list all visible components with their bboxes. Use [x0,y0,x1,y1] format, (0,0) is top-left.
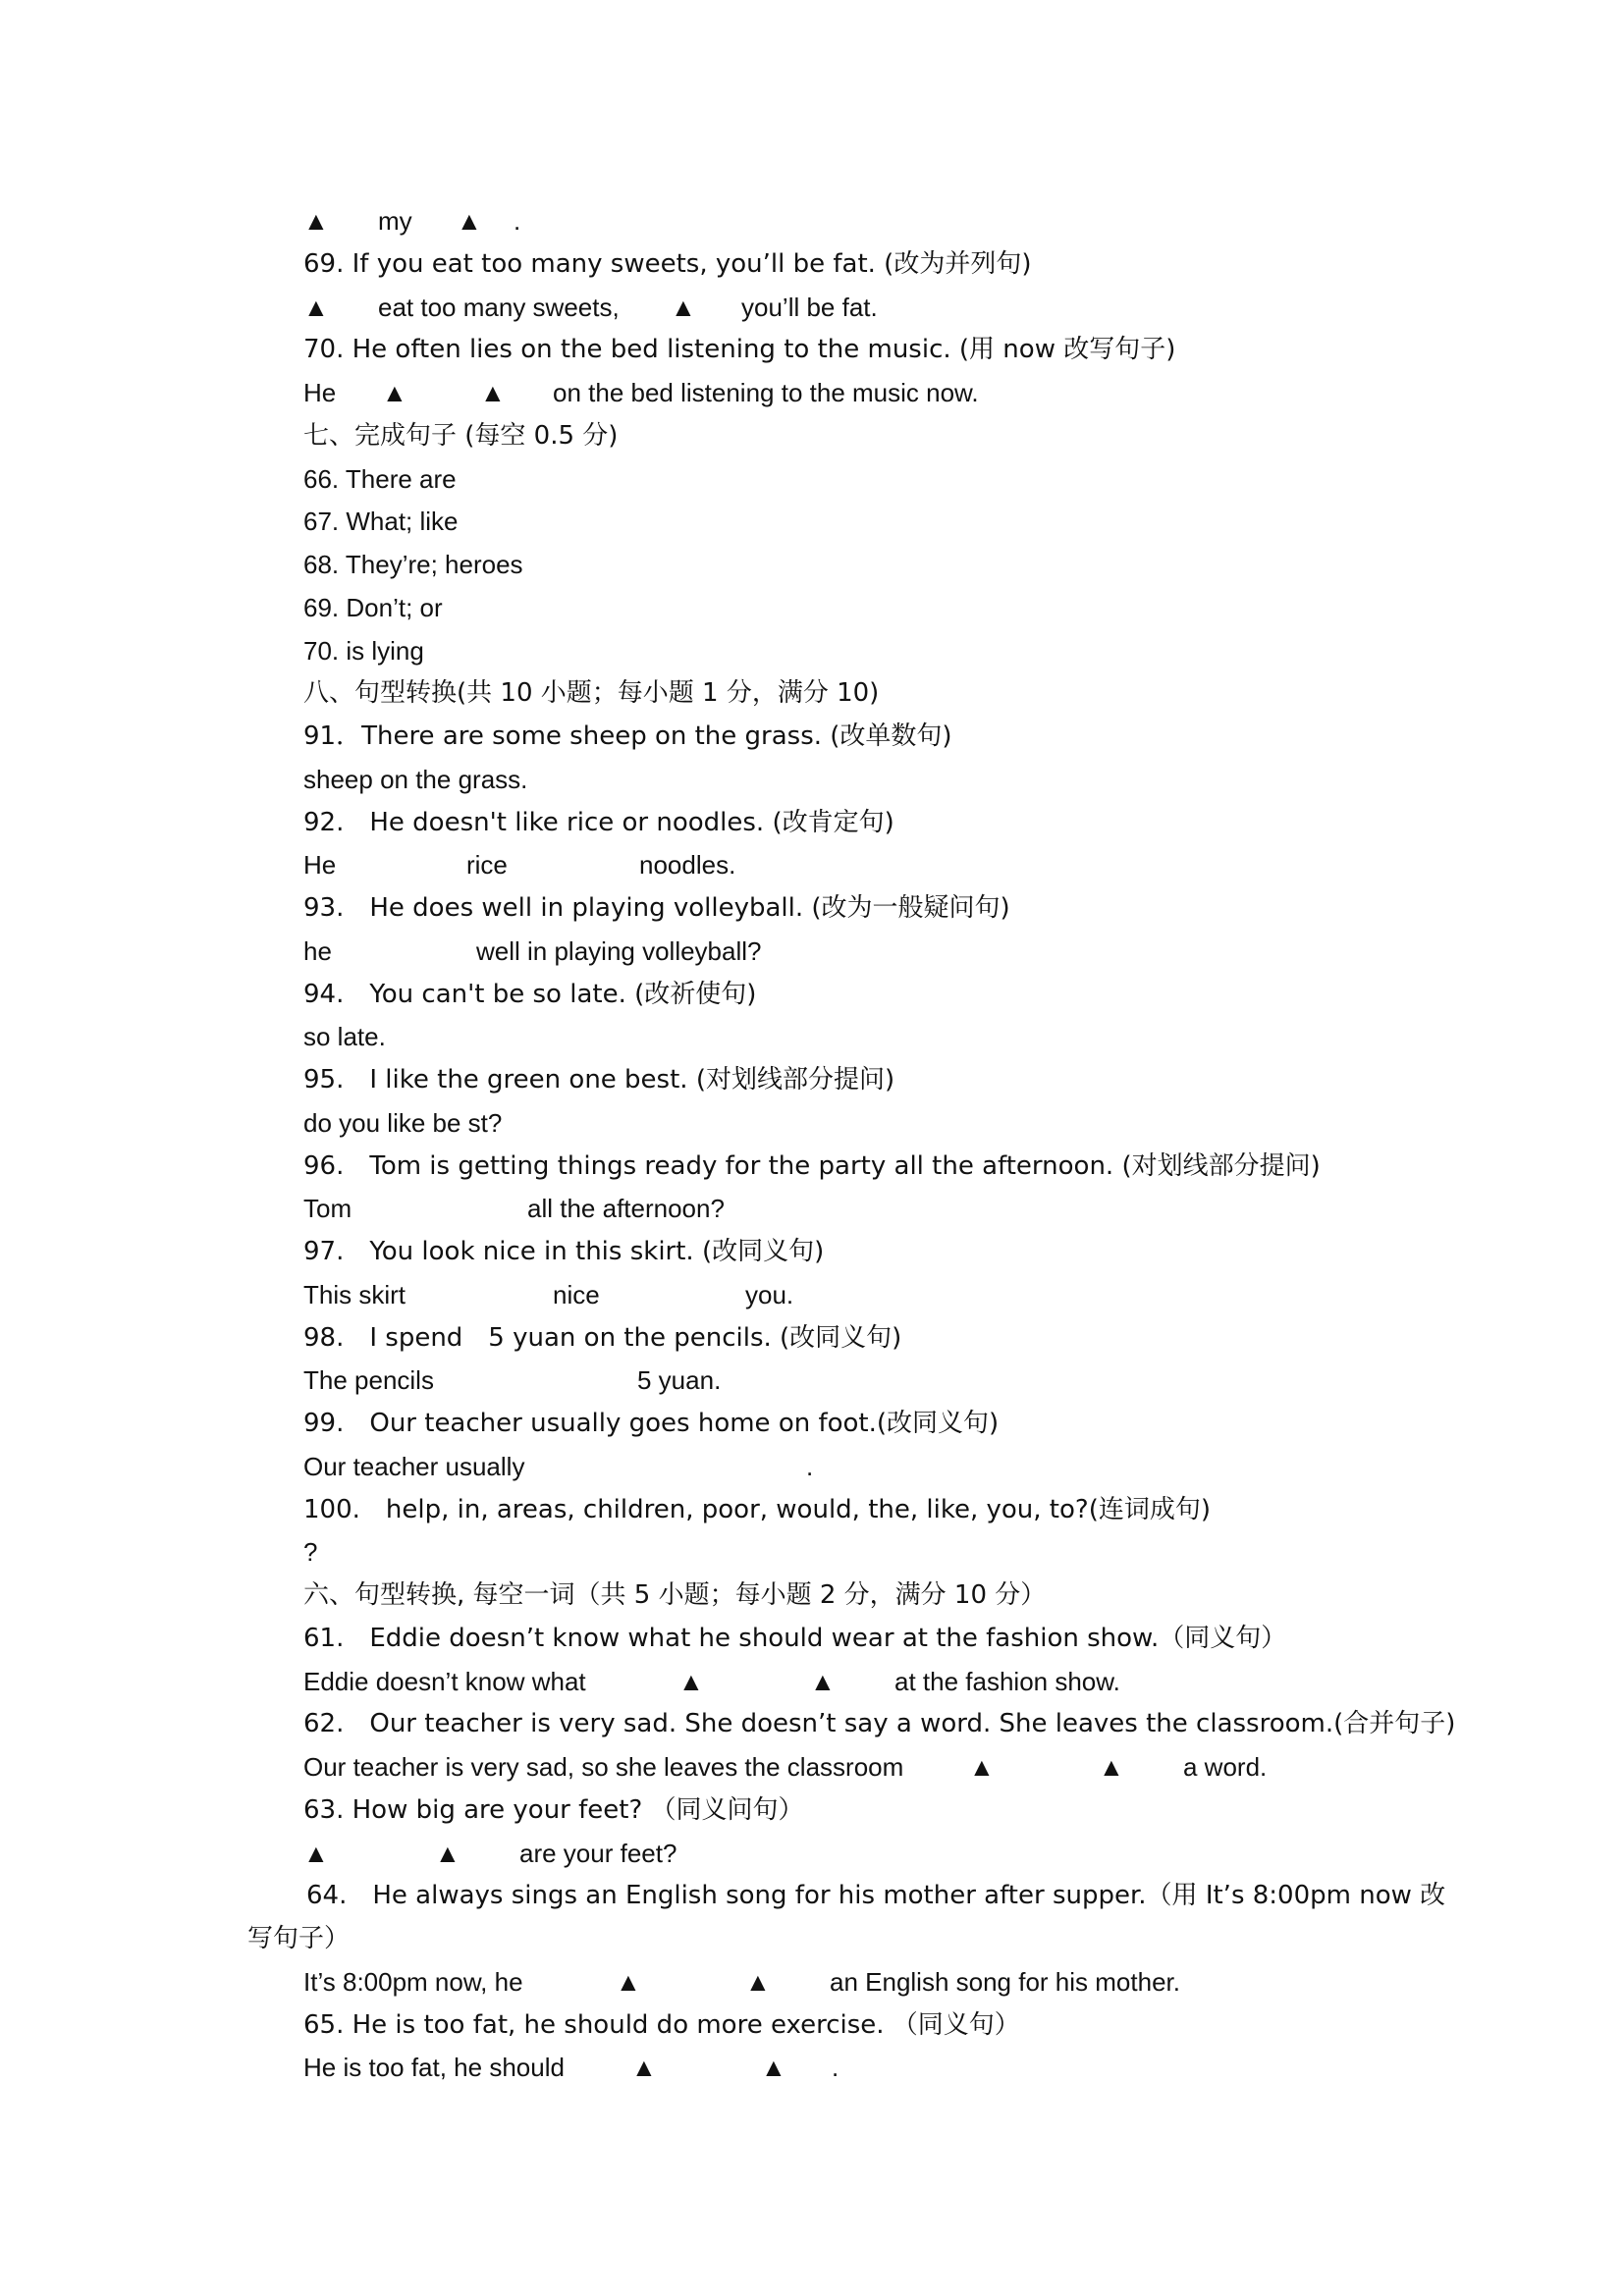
section-7-title: 七、完成句子 (每空 0.5 分) [303,421,619,451]
text-segment: . [832,2053,839,2082]
blank-triangle-icon: ▲ [810,1667,836,1696]
text-segment: . [806,1452,814,1481]
text-segment: Tom [303,1194,352,1223]
text-segment: . [514,206,521,236]
question-98: 98. I spend 5 yuan on the pencils. (改同义句) [303,1323,902,1353]
answer-69: 69. Don’t; or [303,593,443,622]
blank-triangle-icon: ▲ [1099,1752,1124,1782]
text-segment: all the afternoon? [527,1194,725,1223]
text-segment: rice [466,850,508,880]
answer-70: 70. is lying [303,636,424,666]
text-segment: you’ll be fat. [741,293,878,322]
question-64: 64. He always sings an English song for his mother after supper.（用 It’s 8:00pm now 改 [306,1881,1446,1910]
question-93: 93. He does well in playing volleyball. (改为一般疑问句) [303,893,1010,923]
text-segment: He [303,850,337,880]
text-segment: my [378,206,412,236]
blank-triangle-icon: ▲ [457,206,482,236]
question-99: 99. Our teacher usually goes home on foot.(改同义句) [303,1409,1000,1438]
blank-triangle-icon: ▲ [671,293,696,322]
answer-line-91: sheep on the grass. [303,765,528,794]
question-69: 69. If you eat too many sweets, you’ll be fat. (改为并列句) [303,249,1032,279]
text-segment: are your feet? [519,1839,677,1868]
blank-triangle-icon: ▲ [616,1967,641,1997]
question-61: 61. Eddie doesn’t know what he should wear at the fashion show.（同义句） [303,1624,1287,1653]
answer-line-94: so late. [303,1022,386,1051]
question-65: 65. He is too fat, he should do more exercise. （同义句） [303,2010,1020,2040]
blank-triangle-icon: ▲ [745,1967,771,1997]
answer-66: 66. There are [303,464,457,494]
question-97: 97. You look nice in this skirt. (改同义句) [303,1237,825,1266]
question-92: 92. He doesn't like rice or noodles. (改肯定句) [303,808,894,837]
question-64-continued: 写句子） [247,1924,351,1953]
question-95: 95. I like the green one best. (对划线部分提问) [303,1065,895,1095]
section-6-title: 六、句型转换, 每空一词（共 5 小题；每小题 2 分，满分 10 分） [303,1580,1047,1610]
blank-triangle-icon: ▲ [303,293,329,322]
text-segment: nice [553,1280,600,1309]
blank-triangle-icon: ▲ [631,2053,657,2082]
text-segment: 5 yuan. [637,1365,722,1395]
text-segment: on the bed listening to the music now. [553,378,979,407]
blank-triangle-icon: ▲ [969,1752,995,1782]
text-segment: you. [745,1280,794,1309]
text-segment: Eddie doesn’t know what [303,1667,586,1696]
question-63: 63. How big are your feet? （同义问句） [303,1795,804,1825]
blank-triangle-icon: ▲ [435,1839,460,1868]
blank-triangle-icon: ▲ [382,378,407,407]
text-segment: It’s 8:00pm now, he [303,1967,523,1997]
text-segment: eat too many sweets, [378,293,620,322]
question-94: 94. You can't be so late. (改祈使句) [303,980,757,1009]
blank-triangle-icon: ▲ [761,2053,786,2082]
question-96: 96. Tom is getting things ready for the party all the afternoon. (对划线部分提问) [303,1151,1321,1181]
section-8-title: 八、句型转换(共 10 小题；每小题 1 分，满分 10) [303,678,880,708]
text-segment: This skirt [303,1280,406,1309]
text-segment: Our teacher usually [303,1452,525,1481]
text-segment: The pencils [303,1365,434,1395]
blank-triangle-icon: ▲ [303,1839,329,1868]
text-segment: he [303,936,332,966]
answer-67: 67. What; like [303,507,459,536]
question-70: 70. He often lies on the bed listening to the music. (用 now 改写句子) [303,335,1176,364]
answer-line-95: do you like be st? [303,1108,503,1138]
text-segment: He [303,378,337,407]
text-segment: noodles. [639,850,736,880]
text-segment: well in playing volleyball? [476,936,762,966]
blank-triangle-icon: ▲ [303,206,329,236]
question-100: 100. help, in, areas, children, poor, would, the, like, you, to?(连词成句) [303,1495,1211,1524]
answer-line-100: ? [303,1537,318,1567]
question-91: 91．There are some sheep on the grass. (改单数句) [303,721,952,751]
text-segment: Our teacher is very sad, so she leaves the classroom [303,1752,904,1782]
text-segment: a word. [1183,1752,1268,1782]
blank-triangle-icon: ▲ [480,378,506,407]
answer-68: 68. They’re; heroes [303,550,523,579]
blank-triangle-icon: ▲ [678,1667,704,1696]
text-segment: an English song for his mother. [830,1967,1180,1997]
text-segment: at the fashion show. [894,1667,1120,1696]
text-segment: He is too fat, he should [303,2053,565,2082]
question-62: 62. Our teacher is very sad. She doesn’t say a word. She leaves the classroom.(合并句子) [303,1709,1456,1738]
